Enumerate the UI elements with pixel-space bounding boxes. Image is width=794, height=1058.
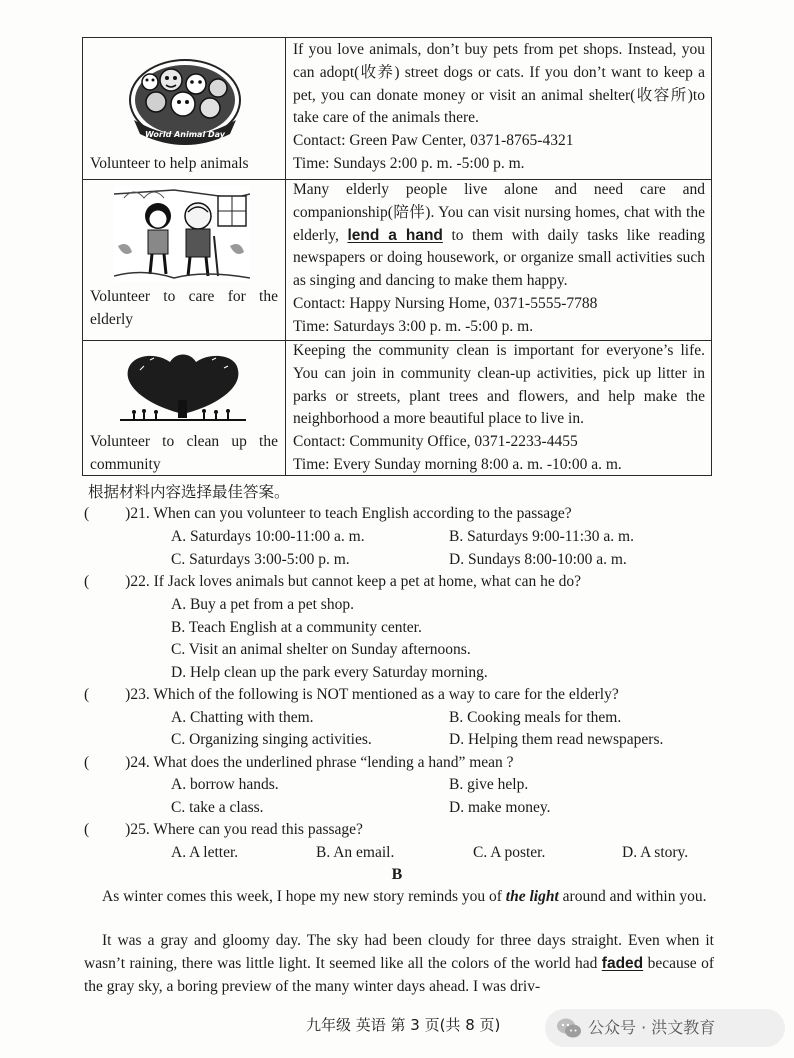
answer-paren-close: ): [125, 754, 131, 771]
q23-option-c: C. Organizing singing activities.: [171, 731, 372, 748]
p1-before: As winter comes this week, I hope my new story reminds you of: [102, 888, 502, 905]
q25-option-b: B. An email.: [316, 844, 395, 861]
question-stem: 24. What does the underlined phrase “lending a hand” mean ?: [130, 754, 514, 771]
elderly-care-illustration: [114, 186, 250, 282]
answer-paren-open: (: [84, 821, 90, 838]
p1-emphasis: the light: [505, 888, 559, 905]
row-elderly-desc: [293, 179, 705, 293]
q24-option-a: A. borrow hands.: [171, 776, 279, 793]
answer-paren-close: ): [125, 686, 131, 703]
row-label-animals: Volunteer to help animals: [90, 155, 249, 172]
answer-paren-close: ): [125, 505, 131, 522]
p2-before: It was a gray and gloomy day. The sky had been cloudy for three days straight. Even when it wasn’t raining, there was little light. It seemed like all the colors of the world had: [84, 932, 714, 972]
world-animal-day-logo: [126, 58, 244, 146]
p2-emphasis: faded: [601, 954, 644, 972]
row-elderly-desc-before: Many elderly people live alone and need care and companionship(陪伴). You can visit nursing homes, chat with the elderly,: [293, 181, 705, 244]
answer-paren-open: (: [84, 754, 90, 771]
q23-option-d: D. Helping them read newspapers.: [449, 731, 664, 748]
q24-option-b: B. give help.: [449, 776, 529, 793]
question-stem: 22. If Jack loves animals but cannot keep a pet at home, what can he do?: [130, 573, 581, 590]
answer-paren-open: (: [84, 686, 90, 703]
q21-option-c: C. Saturdays 3:00-5:00 p. m.: [171, 551, 350, 568]
watermark-brand: 公众号 · 洪文教育: [588, 1018, 716, 1037]
q21-option-b: B. Saturdays 9:00-11:30 a. m.: [449, 528, 634, 545]
row-animals-time: Time: Sundays 2:00 p. m. -5:00 p. m.: [293, 154, 525, 172]
q22-option-d: D. Help clean up the park every Saturday morning.: [171, 664, 488, 681]
answer-paren-close: ): [125, 573, 131, 590]
question-stem: 23. Which of the following is NOT mentioned as a way to care for the elderly?: [130, 686, 619, 703]
question-stem: 25. Where can you read this passage?: [130, 821, 363, 838]
q21-option-d: D. Sundays 8:00-10:00 a. m.: [449, 551, 627, 568]
q23-option-a: A. Chatting with them.: [171, 709, 314, 726]
section-b-paragraph-1: [84, 886, 714, 909]
row-elderly-time: Time: Saturdays 3:00 p. m. -5:00 p. m.: [293, 317, 534, 335]
table-column-divider: [285, 37, 286, 476]
instruction-text: 根据材料内容选择最佳答案。: [88, 483, 290, 501]
p1-after: around and within you.: [562, 888, 707, 905]
row-elderly-desc-after: to them with daily tasks like reading newspapers or doing housework, or organize small activities such as singing and dancing to make them happy.: [293, 226, 706, 290]
q21-option-a: A. Saturdays 10:00-11:00 a. m.: [171, 528, 365, 545]
answer-paren-open: (: [84, 573, 90, 590]
row-community-text: [293, 340, 705, 477]
question-24: [84, 752, 724, 775]
row-community-desc: Keeping the community clean is important for everyone’s life. You can join in community clean-up activities, pick up litter in parks or streets, plant trees and flowers, and help make the neighborhood a more beautiful place to live in.: [293, 342, 705, 428]
row-label-community: [90, 430, 278, 476]
row-label-community-text: Volunteer to clean up the community: [90, 433, 278, 473]
section-b-paragraph-2: [84, 930, 714, 998]
q25-option-c: C. A poster.: [473, 844, 546, 861]
question-23: [84, 684, 724, 707]
row-animals-contact: Contact: Green Paw Center, 0371-8765-4321: [293, 132, 574, 150]
question-22: [84, 571, 724, 594]
q25-option-a: A. A letter.: [171, 844, 239, 861]
row-elderly-text: [293, 179, 705, 339]
q22-option-a: A. Buy a pet from a pet shop.: [171, 596, 354, 613]
p2-after: because of the gray sky, a boring preview of the many winter days ahead. I was driv-: [84, 954, 715, 995]
row-community-time: Time: Every Sunday morning 8:00 a. m. -10:00 a. m.: [293, 455, 622, 473]
underlined-phrase: lend a hand: [347, 226, 443, 244]
question-25: [84, 819, 724, 842]
q22-option-c: C. Visit an animal shelter on Sunday afternoons.: [171, 641, 471, 658]
question-21: [84, 503, 724, 526]
answer-paren-close: ): [125, 821, 131, 838]
q22-option-b: B. Teach English at a community center.: [171, 619, 422, 636]
q25-option-d: D. A story.: [622, 844, 689, 861]
community-tree-illustration: [120, 348, 246, 426]
row-animals-text: [293, 39, 705, 176]
row-community-contact: Contact: Community Office, 0371-2233-4455: [293, 433, 578, 451]
row-elderly-contact: Contact: Happy Nursing Home, 0371-5555-7788: [293, 294, 598, 312]
answer-paren-open: (: [84, 505, 90, 522]
q23-option-b: B. Cooking meals for them.: [449, 709, 622, 726]
q24-option-d: D. make money.: [449, 799, 551, 816]
logo-text: World Animal Day: [145, 130, 225, 139]
row-label-elderly-text: Volunteer to care for the elderly: [90, 288, 278, 328]
row-label-elderly: [90, 285, 278, 331]
row-animals-desc: If you love animals, don’t buy pets from pet shops. Instead, you can adopt(收养) street dogs or cats. If you don’t want to keep a pet, you can donate money or visit an animal shelter(收容所)to take care of the animals there.: [293, 41, 705, 127]
page-footer: 九年级 英语 第 3 页(共 8 页): [306, 1016, 501, 1034]
wechat-icon: [556, 1016, 582, 1040]
section-b-heading: B: [391, 866, 403, 883]
question-stem: 21. When can you volunteer to teach English according to the passage?: [130, 505, 572, 522]
q24-option-c: C. take a class.: [171, 799, 264, 816]
